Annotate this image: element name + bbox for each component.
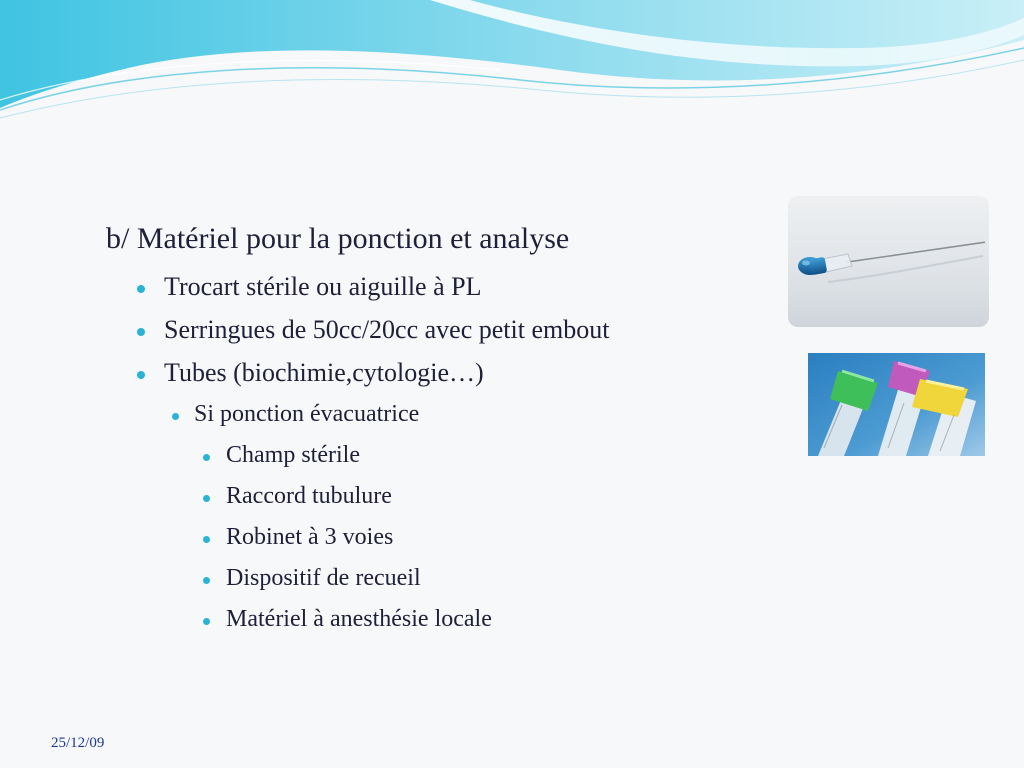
bullet-text: Tubes (biochimie,cytologie…) — [164, 358, 484, 387]
sub-sub-bullet-text: Matériel à anesthésie locale — [226, 606, 492, 632]
sub-sub-bullet-item — [203, 442, 360, 469]
bullet-dot-icon — [203, 495, 210, 502]
bullet-text: Trocart stérile ou aiguille à PL — [164, 272, 482, 301]
sample-tubes-photo — [808, 353, 985, 456]
sub-sub-bullet-text: Champ stérile — [226, 442, 360, 468]
bullet-dot-icon — [203, 454, 210, 461]
sub-sub-bullet-item — [203, 606, 492, 633]
bullet-dot-icon — [203, 577, 210, 584]
bullet-item — [137, 272, 481, 302]
sub-bullet-item — [172, 401, 419, 428]
sub-sub-bullet-item — [203, 483, 392, 510]
bullet-dot-icon — [203, 618, 210, 625]
sub-sub-bullet-text: Robinet à 3 voies — [226, 524, 394, 550]
bullet-dot-icon — [203, 536, 210, 543]
bullet-item — [137, 358, 484, 388]
sub-sub-bullet-text: Dispositif de recueil — [226, 565, 421, 591]
bullet-dot-icon — [137, 285, 145, 293]
bullet-dot-icon — [172, 413, 179, 420]
sub-sub-bullet-text: Raccord tubulure — [226, 483, 392, 509]
bullet-item — [137, 315, 609, 345]
sub-sub-bullet-item — [203, 565, 421, 592]
sub-sub-bullet-item — [203, 524, 393, 551]
spinal-needle-photo — [788, 196, 989, 327]
slide-heading: b/ Matériel pour la ponction et analyse — [106, 222, 570, 255]
bullet-text: Serringues de 50cc/20cc avec petit embout — [164, 315, 610, 344]
sub-bullet-text: Si ponction évacuatrice — [194, 401, 420, 427]
slide-date: 25/12/09 — [51, 735, 105, 751]
bullet-dot-icon — [137, 371, 145, 379]
bullet-dot-icon — [137, 328, 145, 336]
